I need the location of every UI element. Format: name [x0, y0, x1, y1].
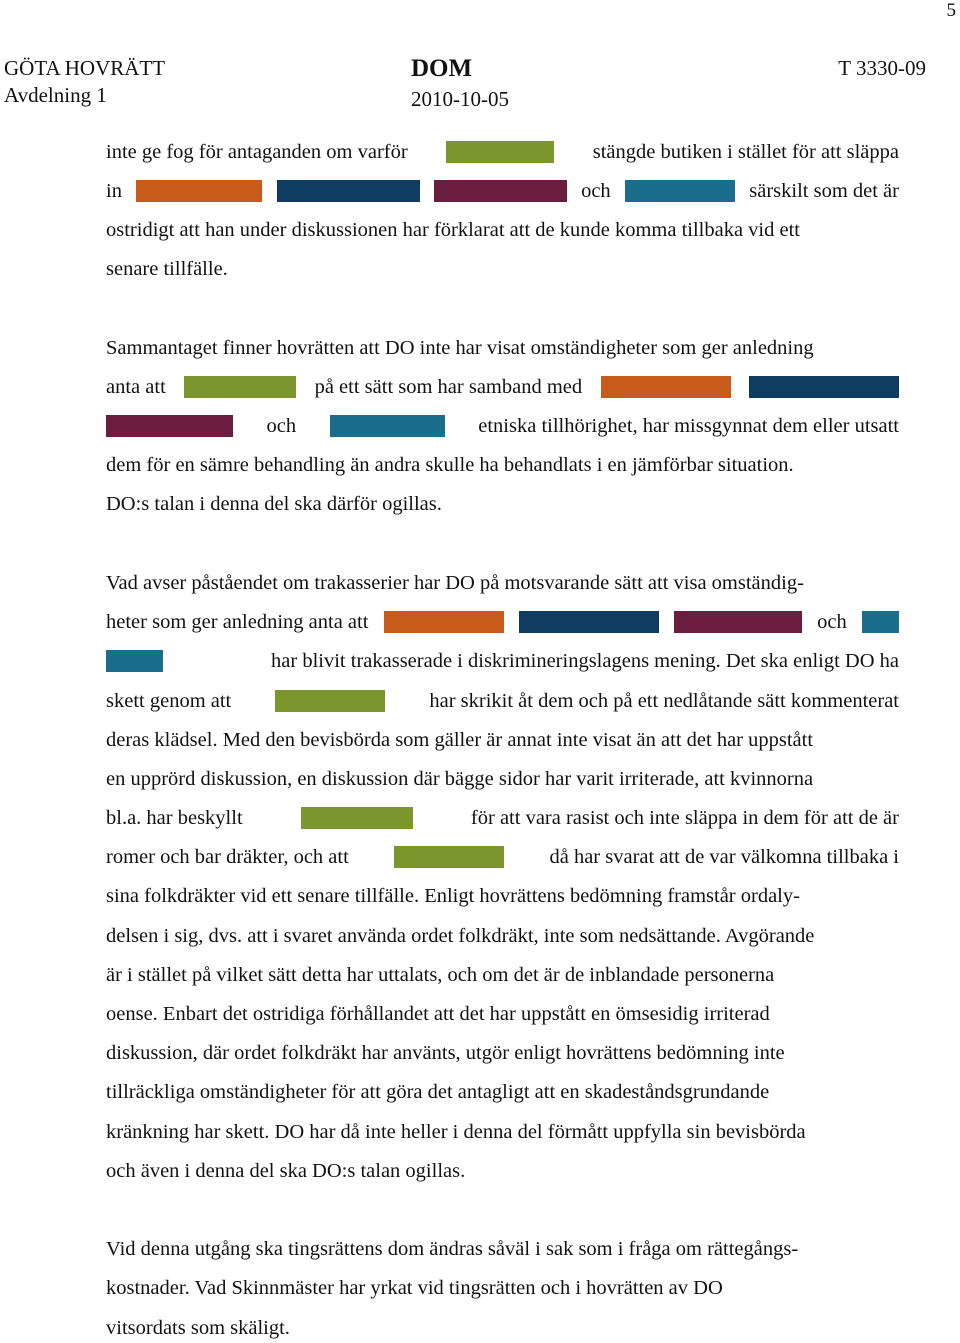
text-line [106, 1077, 899, 1107]
redaction-block [862, 611, 899, 633]
case-number: T 3330-09 [838, 56, 926, 80]
text-line [106, 686, 899, 716]
text-segment: Vad avser påståendet om trakasserier har DO på motsvarande sätt att visa omständig- [106, 572, 804, 594]
text-segment: Sammantaget finner hovrätten att DO inte har visat omständigheter som ger anledning [106, 337, 814, 359]
text-segment: och även i denna del ska DO:s talan ogillas. [106, 1160, 466, 1182]
text-segment: oense. Enbart det ostridiga förhållandet att det har uppstått en ömsesidig irriterad [106, 1003, 770, 1025]
text-segment: heter som ger anledning anta att [106, 611, 369, 633]
redaction-block [519, 611, 659, 633]
text-line [106, 568, 899, 598]
text-segment: ostridigt att han under diskussionen har förklarat att de kunde komma tillbaka vid ett [106, 219, 800, 241]
text-segment: och [266, 415, 297, 437]
text-segment: bl.a. har beskyllt [106, 807, 243, 829]
text-line [106, 1156, 899, 1186]
text-segment: och [581, 180, 611, 202]
text-segment: kostnader. Vad Skinnmäster har yrkat vid tingsrätten och i hovrätten av DO [106, 1277, 723, 1299]
document-type: DOM [411, 55, 473, 82]
text-segment: diskussion, där ordet folkdräkt har använts, utgör enligt hovrättens bedömning inte [106, 1042, 785, 1064]
redaction-block [394, 846, 504, 868]
text-segment: vitsordats som skäligt. [106, 1317, 290, 1339]
court-name: GÖTA HOVRÄTT [4, 56, 166, 80]
text-line [106, 1313, 899, 1343]
text-segment: in [106, 180, 122, 202]
text-line [106, 254, 899, 284]
redaction-block [184, 376, 296, 398]
text-line [106, 1234, 899, 1264]
text-line [106, 725, 899, 755]
text-segment: dem för en sämre behandling än andra skulle ha behandlats i en jämförbar situation. [106, 454, 794, 476]
text-line [106, 960, 899, 990]
text-segment: romer och bar dräkter, och att [106, 846, 349, 868]
text-segment: Vid denna utgång ska tingsrättens dom ändras såväl i sak som i fråga om rättegångs- [106, 1238, 799, 1260]
text-segment: deras klädsel. Med den bevisbörda som gäller är annat inte visat än att det har uppstått [106, 729, 814, 751]
redaction-block [625, 180, 735, 202]
redaction-block [749, 376, 899, 398]
text-line [106, 411, 899, 441]
text-line [106, 215, 899, 245]
text-segment: etniska tillhörighet, har missgynnat dem eller utsatt [478, 415, 899, 437]
text-line [106, 489, 899, 519]
text-segment: på ett sätt som har samband med [314, 376, 583, 398]
redaction-block [434, 180, 567, 202]
redaction-block [674, 611, 802, 633]
redaction-block [275, 690, 385, 712]
text-segment: skett genom att [106, 690, 232, 712]
document-date: 2010-10-05 [411, 87, 509, 111]
text-line [106, 999, 899, 1029]
redaction-block [136, 180, 262, 202]
text-segment: har blivit trakasserade i diskrimineringslagens mening. Det ska enligt DO ha [271, 650, 899, 672]
text-line [106, 450, 899, 480]
redaction-block [330, 415, 445, 437]
text-line [106, 1038, 899, 1068]
text-segment: en upprörd diskussion, en diskussion där bägge sidor har varit irriterade, att kvinnorna [106, 768, 814, 790]
text-segment: särskilt som det är [749, 180, 899, 202]
text-segment: är i stället på vilket sätt detta har uttalats, och om det är de inblandade personerna [106, 964, 775, 986]
page-number: 5 [946, 0, 956, 21]
text-segment: delsen i sig, dvs. att i svaret använda ordet folkdräkt, inte som nedsättande. Avgörande [106, 925, 815, 947]
redaction-block [446, 141, 554, 163]
text-segment: DO:s talan i denna del ska därför ogillas. [106, 493, 442, 515]
text-line [106, 1273, 899, 1303]
text-segment: kränkning har skett. DO har då inte heller i denna del förmått uppfylla sin bevisbörda [106, 1121, 806, 1143]
text-segment: har skrikit åt dem och på ett nedlåtande sätt kommenterat [429, 690, 899, 712]
text-line [106, 921, 899, 951]
text-line [106, 607, 899, 637]
text-line [106, 1117, 899, 1147]
text-segment: och [817, 611, 847, 633]
text-line [106, 842, 899, 872]
redaction-block [106, 415, 233, 437]
text-segment: tillräckliga omständigheter för att göra det antagligt att en skadeståndsgrundande [106, 1081, 770, 1103]
text-segment: sina folkdräkter vid ett senare tillfälle. Enligt hovrättens bedömning framstår ordaly- [106, 885, 800, 907]
redaction-block [106, 650, 163, 672]
text-segment: senare tillfälle. [106, 258, 228, 280]
text-line [106, 333, 899, 363]
text-line [106, 646, 899, 676]
text-line [106, 372, 899, 402]
text-line [106, 764, 899, 794]
redaction-block [384, 611, 504, 633]
text-line [106, 803, 899, 833]
text-line [106, 176, 899, 206]
redaction-block [301, 807, 413, 829]
text-segment: stängde butiken i stället för att släppa [592, 141, 899, 163]
text-segment: inte ge fog för antaganden om varför [106, 141, 408, 163]
redaction-block [601, 376, 731, 398]
text-segment: då har svarat att de var välkomna tillbaka i [549, 846, 899, 868]
redaction-block [277, 180, 420, 202]
division: Avdelning 1 [4, 83, 107, 107]
text-line [106, 137, 899, 167]
text-segment: anta att [106, 376, 166, 398]
text-line [106, 881, 899, 911]
text-segment: för att vara rasist och inte släppa in dem för att de är [470, 807, 899, 829]
